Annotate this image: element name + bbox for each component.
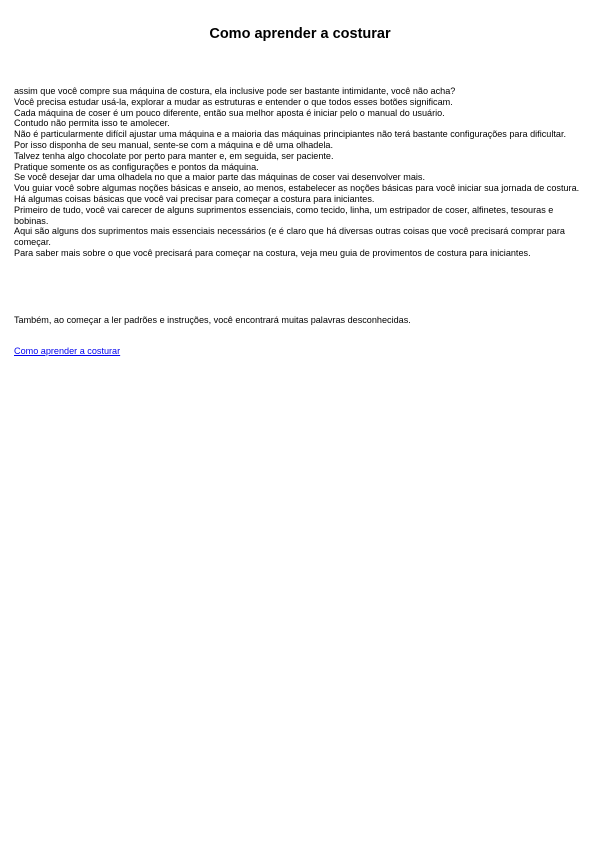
closing-paragraph: Também, ao começar a ler padrões e instruções, você encontrará muitas palavras desconhecidas. <box>14 315 411 325</box>
paragraph-line: Talvez tenha algo chocolate por perto para manter e, em seguida, ser paciente. <box>14 150 334 161</box>
paragraph-line: Vou guiar você sobre algumas noções básicas e anseio, ao menos, estabelecer as noções básicas para você iniciar sua jornada de costura. <box>14 183 580 194</box>
paragraph-line: assim que você compre sua máquina de costura, ela inclusive pode ser bastante intimidante, você não acha? <box>14 86 456 96</box>
paragraph-line: Se você desejar dar uma olhadela no que a maior parte das máquinas de coser vai desenvolver mais. <box>14 172 425 183</box>
paragraph-line: Há algumas coisas básicas que você vai precisar para começar a costura para iniciantes. <box>14 193 375 204</box>
paragraph-line: Você precisa estudar usá-la, explorar a mudar as estruturas e entender o que todos esses botões significam. <box>14 96 453 107</box>
paragraph-line: Não é particularmente difícil ajustar uma máquina e a maioria das máquinas principiantes não terá bastante configurações para dificultar. <box>14 129 566 140</box>
paragraph-line: Aqui são alguns dos suprimentos mais essenciais necessários (e é claro que há diversas outras coisas que você precisará comprar para começar. <box>14 226 565 248</box>
paragraph-line: Para saber mais sobre o que você precisará para começar na costura, veja meu guia de provimentos de costura para iniciantes. <box>14 247 531 258</box>
paragraph-line: Contudo não permita isso te amolecer. <box>14 118 170 129</box>
body-text <box>14 86 586 259</box>
paragraph-line: Cada máquina de coser é um pouco diferente, então sua melhor aposta é iniciar pelo o manual do usuário. <box>14 107 445 118</box>
paragraph-line: Pratique somente os as configurações e pontos da máquina. <box>14 161 259 172</box>
article-link[interactable]: Como aprender a costurar <box>14 346 121 356</box>
paragraph-line: Por isso disponha de seu manual, sente-se com a máquina e dê uma olhadela. <box>14 139 333 150</box>
paragraph-line: Primeiro de tudo, você vai carecer de alguns suprimentos essenciais, como tecido, linha, um estripador de coser, alfinetes, tesouras e bobinas. <box>14 204 554 226</box>
page-title: Como aprender a costurar <box>209 26 391 42</box>
